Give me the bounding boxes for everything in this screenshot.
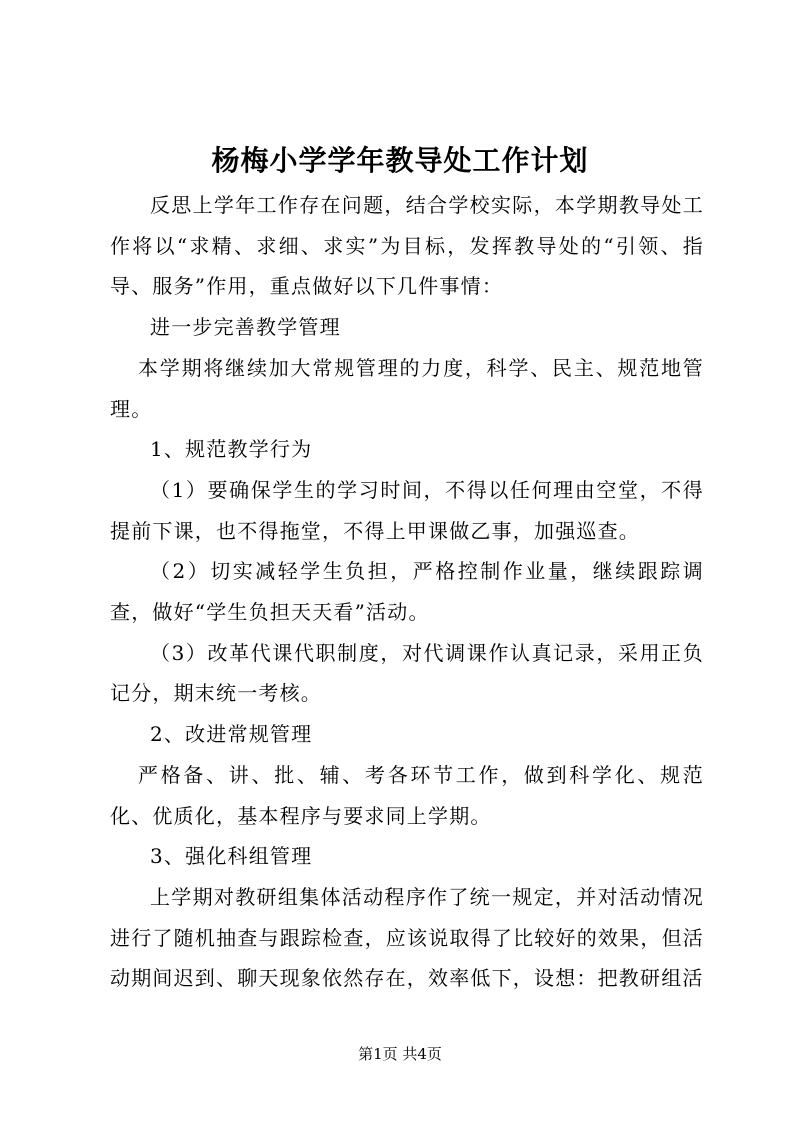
list-item-1: （1）要确保学生的学习时间，不得以任何理由空堂，不得提前下课，也不得拖堂，不得上甲课做乙事，加强巡查。 xyxy=(110,477,704,543)
subheading-regulate-teaching: 1、规范教学行为 xyxy=(150,437,313,462)
document-title: 杨梅小学学年教导处工作计划 xyxy=(211,144,589,177)
page-footer: 第1页 共4页 xyxy=(358,1045,442,1063)
paragraph-intro: 反思上学年工作存在问题，结合学校实际，本学期教导处工作将以“求精、求细、求实”为目标，发挥教导处的“引领、指导、服务”作用，重点做好以下几件事情： xyxy=(110,193,704,299)
document-body xyxy=(110,185,704,999)
section-heading-teaching-management: 进一步完善教学管理 xyxy=(150,315,341,340)
subheading-group-management: 3、强化科组管理 xyxy=(150,844,313,869)
list-item-3: （3）改革代课代职制度，对代调课作认真记录，采用正负记分，期末统一考核。 xyxy=(110,640,704,706)
subheading-routine-management: 2、改进常规管理 xyxy=(150,722,313,747)
list-item-2: （2）切实减轻学生负担，严格控制作业量，继续跟踪调查，做好“学生负担天天看”活动。 xyxy=(110,559,704,625)
paragraph-management-intro: 本学期将继续加大常规管理的力度，科学、民主、规范地管理。 xyxy=(110,355,704,421)
paragraph-group-management: 上学期对教研组集体活动程序作了统一规定，并对活动情况进行了随机抽查与跟踪检查，应该说取得了比较好的效果，但活动期间迟到、聊天现象依然存在，效率低下，设想：把教研组活 xyxy=(110,884,704,991)
paragraph-routine-management: 严格备、讲、批、辅、考各环节工作，做到科学化、规范化、优质化，基本程序与要求同上学期。 xyxy=(110,762,704,828)
